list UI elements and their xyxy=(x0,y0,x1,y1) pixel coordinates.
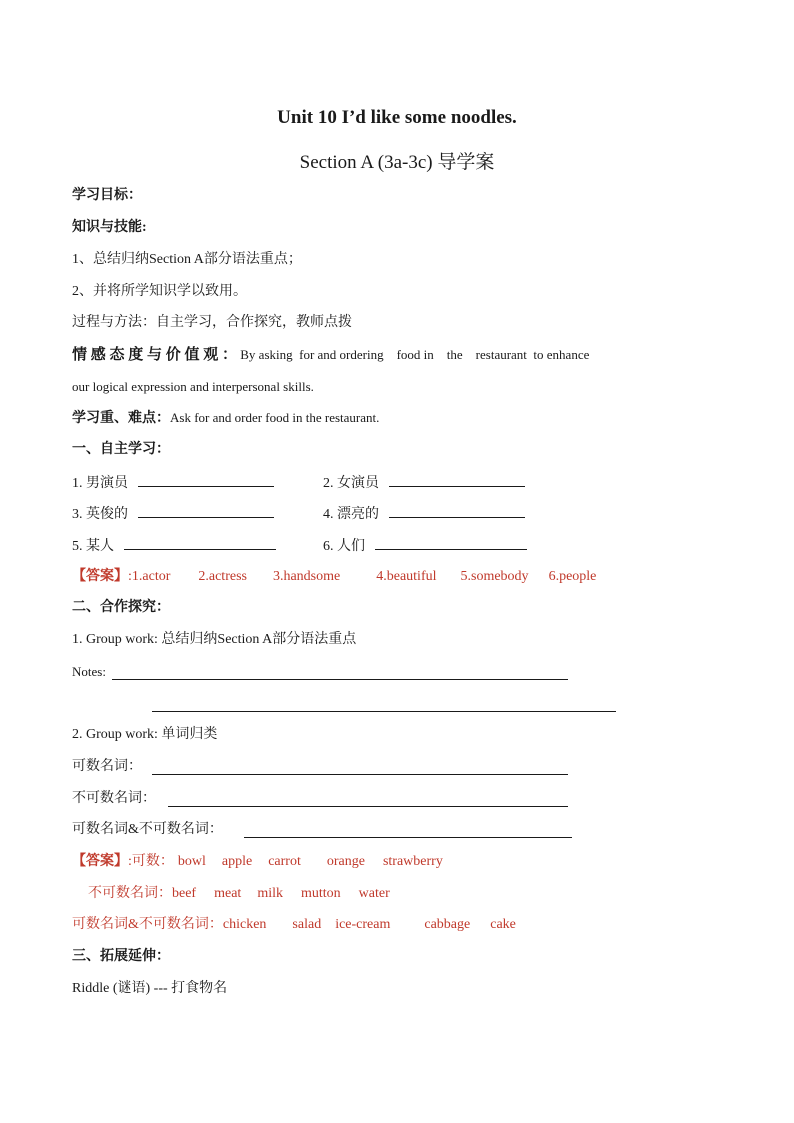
vocab-label: 6. 人们 xyxy=(323,539,365,554)
page-subtitle: Section A (3a-3c) 导学案 xyxy=(299,152,495,173)
answer-item: beef xyxy=(172,886,197,901)
answer-item: 5.somebody xyxy=(460,569,529,584)
answer-item: salad xyxy=(292,917,322,932)
answer-item: milk xyxy=(257,886,283,901)
attitude-label: 情 感 态 度 与 价 值 观 ： xyxy=(72,347,238,363)
answer-item: :1.actor xyxy=(128,569,171,584)
answer-item: ice-cream xyxy=(335,917,391,932)
both-line[interactable] xyxy=(244,837,572,838)
key-points-label: 学习重、难点： xyxy=(72,411,170,426)
knowledge-item-2: 2、并将所学知识学以致用。 xyxy=(72,284,247,299)
vocab-item-6 xyxy=(323,535,527,557)
attitude-line xyxy=(72,345,589,366)
answer-item: 2.actress xyxy=(198,569,247,584)
vocab-item-4 xyxy=(323,503,525,525)
answer-blank[interactable] xyxy=(124,535,276,550)
vocab-label: 4. 漂亮的 xyxy=(323,507,379,522)
answer-item: 4.beautiful xyxy=(376,569,437,584)
answer-label: 【答案】 xyxy=(72,854,128,869)
answer-item: 3.handsome xyxy=(272,569,341,584)
answer-item: apple xyxy=(221,854,253,869)
vocab-label: 3. 英俊的 xyxy=(72,507,128,522)
answer-blank[interactable] xyxy=(375,535,527,550)
knowledge-heading: 知识与技能: xyxy=(72,220,147,235)
answer-key-2-countable xyxy=(72,852,443,872)
answer-item: water xyxy=(358,886,390,901)
answer-item: bowl xyxy=(177,854,206,869)
notes-line[interactable] xyxy=(152,711,616,712)
answer-item: orange xyxy=(326,854,365,869)
attitude-text-1: By asking for and ordering food in the restaurant to enhance xyxy=(237,347,590,362)
answer-item: 6.people xyxy=(548,569,597,584)
answer-item: chicken xyxy=(222,917,267,932)
uncountable-label: 不可数名词： xyxy=(72,791,156,806)
vocab-item-3 xyxy=(72,503,274,525)
knowledge-item-1: 1、总结归纳Section A部分语法重点； xyxy=(72,252,302,267)
answer-blank[interactable] xyxy=(138,503,274,518)
page-title: Unit 10 I’d like some noodles. xyxy=(277,107,517,128)
answer-key-2-both xyxy=(72,915,516,935)
group-work-1: 1. Group work: 总结归纳Section A部分语法重点 xyxy=(72,632,357,647)
key-points-line xyxy=(72,408,379,429)
vocab-label: 1. 男演员 xyxy=(72,476,128,491)
attitude-text-2: our logical expression and interpersonal skills. xyxy=(72,379,314,394)
vocab-item-1 xyxy=(72,472,274,494)
answer-item: mutton xyxy=(300,886,341,901)
answer-label: 【答案】 xyxy=(72,569,128,584)
answer-countable-label: :可数： xyxy=(128,854,174,869)
objectives-heading: 学习目标： xyxy=(72,188,142,203)
answer-item: carrot xyxy=(268,854,301,869)
answer-item: cake xyxy=(490,917,516,932)
answer-item: strawberry xyxy=(382,854,443,869)
both-label: 可数名词&不可数名词： xyxy=(72,822,223,837)
countable-label: 可数名词： xyxy=(72,759,142,774)
vocab-label: 2. 女演员 xyxy=(323,476,379,491)
riddle-line: Riddle (谜语) --- 打食物名 xyxy=(72,981,228,996)
answer-key-2-uncountable xyxy=(88,884,390,904)
group-work-2: 2. Group work: 单词归类 xyxy=(72,727,218,742)
key-points-text: Ask for and order food in the restaurant. xyxy=(170,410,380,425)
answer-uncountable-label: 不可数名词： xyxy=(88,886,172,901)
process-method: 过程与方法：自主学习，合作探究，教师点拨 xyxy=(72,315,352,330)
vocab-item-5 xyxy=(72,535,276,557)
uncountable-line[interactable] xyxy=(168,806,568,807)
answer-blank[interactable] xyxy=(389,503,525,518)
vocab-label: 5. 某人 xyxy=(72,539,114,554)
answer-both-label: 可数名词&不可数名词： xyxy=(72,917,223,932)
section-3-heading: 三、拓展延伸： xyxy=(72,949,170,964)
section-2-heading: 二、合作探究： xyxy=(72,600,170,615)
section-1-heading: 一、自主学习： xyxy=(72,442,170,457)
vocab-item-2 xyxy=(323,472,525,494)
notes-line[interactable] xyxy=(112,679,568,680)
answer-blank[interactable] xyxy=(138,472,274,487)
answer-item: cabbage xyxy=(424,917,471,932)
notes-label: Notes: xyxy=(72,664,106,679)
answer-key-1 xyxy=(72,567,596,587)
answer-blank[interactable] xyxy=(389,472,525,487)
answer-item: meat xyxy=(214,886,242,901)
countable-line[interactable] xyxy=(152,774,568,775)
